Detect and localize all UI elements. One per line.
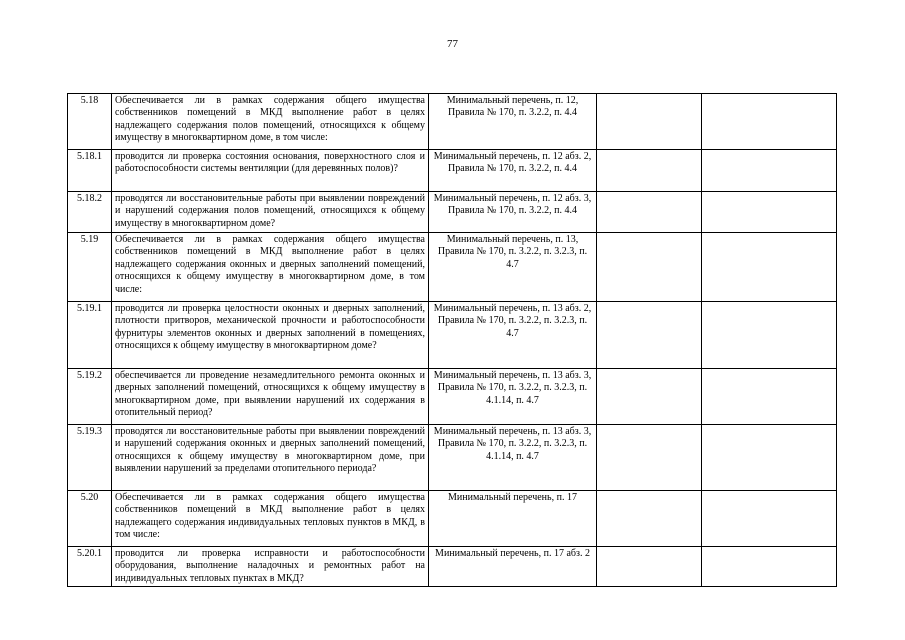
item-number: 5.20.1	[68, 547, 112, 587]
table-row	[68, 302, 837, 369]
item-number: 5.19.2	[68, 369, 112, 425]
question-text: проводится ли проверка целостности оконных и дверных заполнений, плотности притворов, механической прочности и работоспособности фурнитуры элементов оконных и дверных заполнений в помещениях, относящихся к общему имуществу в многоквартирном доме?	[112, 302, 429, 369]
question-text: Обеспечивается ли в рамках содержания общего имущества собственников помещений в МКД выполнение работ в целях надлежащего содержания полов помещений, относящихся к общему имуществу в многоквартирном доме, в том числе:	[112, 94, 429, 150]
empty-cell	[702, 547, 837, 587]
table-row	[68, 425, 837, 491]
empty-cell	[702, 94, 837, 150]
empty-cell	[597, 233, 702, 302]
table-row	[68, 94, 837, 150]
empty-cell	[597, 491, 702, 547]
item-number: 5.20	[68, 491, 112, 547]
table-row	[68, 233, 837, 302]
question-text: Обеспечивается ли в рамках содержания общего имущества собственников помещений в МКД выполнение работ в целях надлежащего содержания индивидуальных тепловых пунктов в МКД, в том числе:	[112, 491, 429, 547]
table-row	[68, 150, 837, 192]
item-number: 5.18	[68, 94, 112, 150]
empty-cell	[597, 192, 702, 233]
item-number: 5.19	[68, 233, 112, 302]
item-number: 5.19.3	[68, 425, 112, 491]
item-number: 5.18.1	[68, 150, 112, 192]
empty-cell	[702, 491, 837, 547]
item-number: 5.19.1	[68, 302, 112, 369]
item-number: 5.18.2	[68, 192, 112, 233]
question-text: обеспечивается ли проведение незамедлительного ремонта оконных и дверных заполнений помещений, относящихся к общему имуществу в многоквартирном доме, при выявлении нарушений их содержания в отопительный период?	[112, 369, 429, 425]
legal-reference: Минимальный перечень, п. 12, Правила № 170, п. 3.2.2, п. 4.4	[429, 94, 597, 150]
legal-reference: Минимальный перечень, п. 17 абз. 2	[429, 547, 597, 587]
empty-cell	[597, 150, 702, 192]
empty-cell	[702, 150, 837, 192]
legal-reference: Минимальный перечень, п. 12 абз. 2, Правила № 170, п. 3.2.2, п. 4.4	[429, 150, 597, 192]
question-text: проводится ли проверка исправности и работоспособности оборудования, выполнение наладочных и ремонтных работ на индивидуальных тепловых пунктах в МКД?	[112, 547, 429, 587]
empty-cell	[702, 233, 837, 302]
empty-cell	[597, 302, 702, 369]
empty-cell	[597, 547, 702, 587]
empty-cell	[597, 425, 702, 491]
legal-reference: Минимальный перечень, п. 13 абз. 3, Правила № 170, п. 3.2.2, п. 3.2.3, п. 4.1.14, п. 4.7	[429, 425, 597, 491]
empty-cell	[597, 369, 702, 425]
legal-reference: Минимальный перечень, п. 13, Правила № 170, п. 3.2.2, п. 3.2.3, п. 4.7	[429, 233, 597, 302]
empty-cell	[702, 425, 837, 491]
empty-cell	[702, 302, 837, 369]
legal-reference: Минимальный перечень, п. 13 абз. 3, Правила № 170, п. 3.2.2, п. 3.2.3, п. 4.1.14, п. 4.7	[429, 369, 597, 425]
empty-cell	[597, 94, 702, 150]
page-number: 77	[447, 38, 458, 50]
legal-reference: Минимальный перечень, п. 13 абз. 2, Правила № 170, п. 3.2.2, п. 3.2.3, п. 4.7	[429, 302, 597, 369]
table-row	[68, 547, 837, 587]
question-text: проводятся ли восстановительные работы при выявлении повреждений и нарушений содержания полов помещений, относящихся к общему имуществу в многоквартирном доме?	[112, 192, 429, 233]
legal-reference: Минимальный перечень, п. 12 абз. 3, Правила № 170, п. 3.2.2, п. 4.4	[429, 192, 597, 233]
table-row	[68, 369, 837, 425]
question-text: проводятся ли восстановительные работы при выявлении повреждений и нарушений содержания оконных и дверных заполнений помещений, относящихся к общему имуществу в многоквартирном доме, при выявлении нарушений за пределами отопительного периода?	[112, 425, 429, 491]
question-text: проводится ли проверка состояния основания, поверхностного слоя и работоспособности системы вентиляции (для деревянных полов)?	[112, 150, 429, 192]
empty-cell	[702, 369, 837, 425]
table-row	[68, 491, 837, 547]
empty-cell	[702, 192, 837, 233]
question-text: Обеспечивается ли в рамках содержания общего имущества собственников помещений в МКД выполнение работ в целях надлежащего содержания оконных и дверных заполнений помещений, относящихся к общему имуществу в многоквартирном доме, в том числе:	[112, 233, 429, 302]
legal-reference: Минимальный перечень, п. 17	[429, 491, 597, 547]
checklist-table	[67, 93, 837, 587]
table-row	[68, 192, 837, 233]
